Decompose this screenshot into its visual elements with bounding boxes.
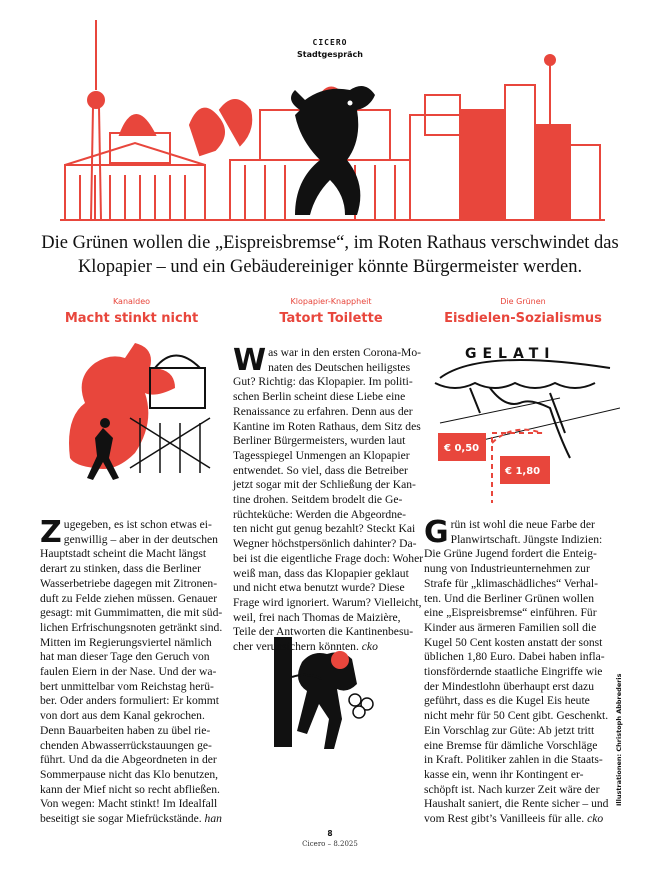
article-line: Tagesspiegel Unmengen an Klopapier xyxy=(233,448,410,462)
article-line: gesagt: mit Gummimatten, die mit süd- xyxy=(40,606,223,620)
article-line: derart zu stinken, dass die Berliner xyxy=(40,562,201,576)
article-line: Kantine im Roten Rathaus, dem Sitz des xyxy=(233,419,421,433)
article-line: der Mindestlohn überhaupt erst dazu xyxy=(424,679,594,693)
article-line: hat man dieser Tage den Geruch von xyxy=(40,650,210,664)
article-line: Kugel 50 Cent kosten anstatt der sonst xyxy=(424,635,603,649)
article-line: ten nicht gut genug bezahlt? Steckt Kai xyxy=(233,522,416,536)
article-line: Wegner höchstpersönlich dahinter? Da- xyxy=(233,537,417,551)
gelati-sign-text: GELATI xyxy=(465,346,556,362)
reichstag-smell-illustration xyxy=(60,338,220,498)
article-line: bert unmittelbar vom Reichstag herü- xyxy=(40,679,214,693)
article-line: eine Bremse für dämliche Vorschläge xyxy=(424,738,598,752)
article-line: weil, frei nach Thomas de Maizière, xyxy=(233,610,401,624)
author-sign: cko xyxy=(361,640,378,654)
article-line: kasse ein, wenn ihr Kontingent er- xyxy=(424,767,584,781)
article-line: Haushalt saniert, die Rente sicher – und xyxy=(424,797,609,811)
article-line: Die Grüne Jugend fordert die Enteig- xyxy=(424,547,597,561)
kicker-3: Die Grünen xyxy=(500,297,546,306)
article-line: Denn Bauarbeiten haben zu übel rie- xyxy=(40,723,211,737)
article-line: cher verunsichern könnten. cko xyxy=(233,640,378,654)
author-sign: han xyxy=(204,812,222,826)
article-line: von dort aus dem Kanal gekrochen. xyxy=(40,709,205,723)
article-text-1 xyxy=(40,515,225,827)
article-line: Von wegen: Macht stinkt! Im Idealfall xyxy=(40,797,218,811)
page-number: 8 xyxy=(327,829,333,838)
article-line: tionsfördernde staatliche Eingriffe wie xyxy=(424,665,603,679)
headline-3: Eisdielen-Sozialismus xyxy=(444,311,602,326)
article-line: faulen Eiern in der Nase. Und der wa- xyxy=(40,665,217,679)
ice-cream-price-illustration xyxy=(430,338,620,508)
price-old-label: € 0,50 xyxy=(444,443,480,454)
article-line: Wasserbetriebe dagegen mit Zitronen- xyxy=(40,576,218,590)
article-line: duft zu Felde ziehen müssen. Genauer xyxy=(40,591,218,605)
article-line: Berliner Bürgermeisters, wurden laut xyxy=(233,434,406,448)
article-line: naten des Deutschen heiligstes xyxy=(268,360,411,374)
article-line: kann der Mief nicht so recht abfließen. xyxy=(40,782,220,796)
issue-label: Cicero – 8.2025 xyxy=(302,840,358,848)
article-line: Planwirtschaft. Jüngste Indizien: xyxy=(450,532,603,546)
article-line: rün ist wohl die neue Farbe der xyxy=(450,518,595,531)
magazine-label: CICERO xyxy=(312,38,348,47)
article-line: beseitigt sie sogar Miefrückstände. han xyxy=(40,812,222,826)
article-line: Mitten im Regierungsviertel nämlich xyxy=(40,635,212,649)
article-line: schen Berlin scheint diese Liebe eine xyxy=(233,390,406,404)
article-line: nicht mehr für 50 Cent gibt. Geschenkt. xyxy=(424,709,609,723)
article-line: Kinder aus ärmeren Familien soll die xyxy=(424,620,597,634)
article-line: ugegeben, es ist schon etwas ei- xyxy=(63,518,212,531)
headline-1: Macht stinkt nicht xyxy=(64,311,199,326)
kicker-2: Klopapier-Knappheit xyxy=(290,297,372,306)
headline-2: Tatort Toilette xyxy=(279,311,383,326)
article-line: jetzt sogar mit der Schließung der Kan- xyxy=(233,478,416,492)
article-line: Strafe für „klimaschädliches“ Verhal- xyxy=(424,576,598,590)
article-line: und nicht etwa benutzt wurde? Diese xyxy=(233,581,405,595)
article-line: bei ist die eigentliche Frage doch: Woher xyxy=(233,551,424,565)
article-line: entwendet. So viel, dass die Betreiber xyxy=(233,463,408,477)
drop-cap-3: G xyxy=(424,515,449,550)
article-line: nung von Industrieunternehmen zur xyxy=(424,562,590,576)
drop-cap-1: Z xyxy=(40,515,62,550)
article-line: Ein Vorschlag zur Güte: Ab jetzt tritt xyxy=(424,723,595,737)
article-line: ber. Oder anders formuliert: Er kommt xyxy=(40,694,220,708)
article-text-3 xyxy=(424,515,624,827)
article-line: chenden Abwasserrückstauungen ge- xyxy=(40,738,212,752)
article-line: Renaissance zu erfahren. Denn aus der xyxy=(233,404,413,418)
article-line: vom Rest gibt’s Vanilleeis für alle. cko xyxy=(424,812,604,826)
article-line: ten. Und die Berliner Grünen wollen xyxy=(424,591,594,605)
article-line: genwillig – aber in der deutschen xyxy=(63,532,218,546)
article-line: Gut? Richtig: das Klopapier. Im politi- xyxy=(233,375,413,389)
article-line: geführt, dass es die Kugel Eis heute xyxy=(424,694,590,708)
article-line: as war in den ersten Corona-Mo- xyxy=(268,346,422,359)
article-line: üblichen 1,80 Euro. Dabei haben infla- xyxy=(424,650,605,664)
article-line: Sommerpause nicht das Klo benutzen, xyxy=(40,767,219,781)
article-line: weiß man, dass das Klopapier geklaut xyxy=(233,566,409,580)
article-line: eine „Eispreisbremse“ einführen. Für xyxy=(424,606,597,620)
price-new-label: € 1,80 xyxy=(505,466,541,477)
berlin-skyline-illustration xyxy=(60,15,605,225)
article-line: lichen Erfrischungsnoten getränkt sind. xyxy=(40,620,223,634)
article-line: Teile der Antworten die Kantinenbesu- xyxy=(233,625,414,639)
author-sign: cko xyxy=(587,812,604,826)
article-line: in Kraft. Politiker zahlen in die Staats- xyxy=(424,753,603,767)
illustration-credit: Illustrationen: Christoph Abbrederis xyxy=(615,673,623,806)
section-label: Stadtgespräch xyxy=(297,50,363,59)
article-line: Hauptstadt scheint die Macht längst xyxy=(40,547,207,561)
article-line: tine drohen. Seitdem brodelt die Ge- xyxy=(233,493,403,507)
drop-cap-2: W xyxy=(233,343,267,378)
article-line: Frage wird ignoriert. Warum? Vielleicht, xyxy=(233,595,422,609)
article-line: rüchteküche: Werden die Abgeordne- xyxy=(233,507,407,521)
lead-paragraph: Die Grünen wollen die „Eispreisbremse“, im Roten Rathaus verschwindet das Klopapier – und ein Gebäudereiniger könnte Bürgermeister werden. xyxy=(41,233,619,277)
article-text-2 xyxy=(233,343,429,655)
article-line: schöpft ist. Nach kurzer Zeit wäre der xyxy=(424,782,600,796)
kicker-1: Kanaldeo xyxy=(112,297,151,306)
article-line: führt. Und da die Abgeordneten in der xyxy=(40,753,217,767)
